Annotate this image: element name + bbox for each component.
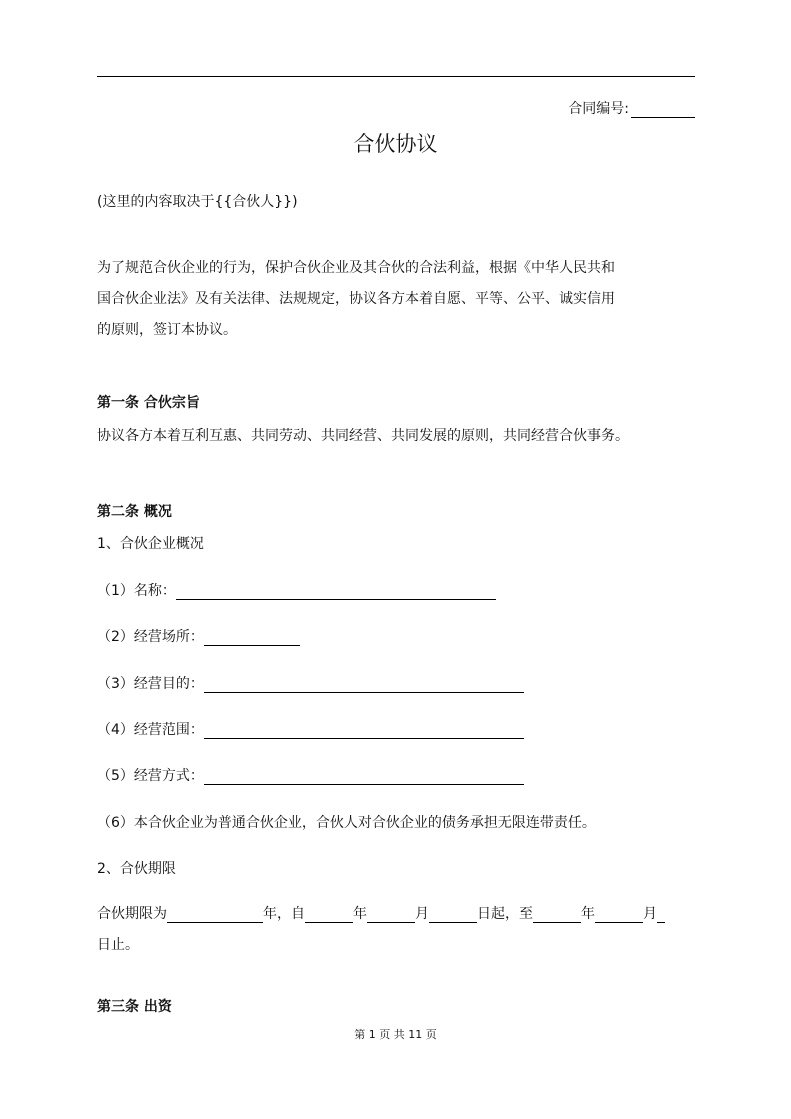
item-scope: [97, 719, 524, 739]
contract-number-blank[interactable]: [631, 103, 695, 118]
intro-line: 的原则，签订本协议。: [97, 322, 237, 338]
article-3-heading: 第三条 出资: [97, 999, 172, 1015]
name-blank[interactable]: [176, 584, 496, 600]
location-blank[interactable]: [204, 630, 300, 646]
term-text: 合伙期限为: [97, 906, 167, 922]
end-day-blank[interactable]: [657, 907, 665, 923]
method-blank[interactable]: [204, 769, 524, 785]
term-years-blank[interactable]: [167, 907, 263, 923]
purpose-blank[interactable]: [204, 677, 524, 693]
term-end: 日止。: [97, 937, 139, 953]
term-text: 年，自: [263, 906, 305, 922]
item-name: [97, 580, 496, 600]
intro-paragraph: [97, 253, 615, 346]
item-label: （1）名称：: [97, 583, 176, 599]
end-month-blank[interactable]: [595, 907, 643, 923]
section-enterprise-overview: 1、合伙企业概况: [97, 536, 204, 552]
header-rule: [97, 76, 695, 77]
start-month-blank[interactable]: [367, 907, 415, 923]
start-day-blank[interactable]: [429, 907, 477, 923]
item-liability: （6）本合伙企业为普通合伙企业，合伙人对合伙企业的债务承担无限连带责任。: [97, 815, 596, 831]
item-label: （5）经营方式：: [97, 768, 204, 784]
end-year-blank[interactable]: [533, 907, 581, 923]
term-text: 年: [581, 906, 595, 922]
term-text: 月: [643, 906, 657, 922]
term-text: 年: [353, 906, 367, 922]
term-text: 日起，至: [477, 906, 533, 922]
term-text: 月: [415, 906, 429, 922]
document-title: 合伙协议: [353, 132, 438, 156]
article-1-heading: 第一条 合伙宗旨: [97, 395, 200, 411]
contract-number-label: 合同编号:: [568, 101, 629, 117]
item-method: [97, 765, 524, 785]
start-year-blank[interactable]: [305, 907, 353, 923]
item-location: [97, 626, 300, 646]
item-label: （2）经营场所：: [97, 629, 204, 645]
article-2-heading: 第二条 概况: [97, 504, 172, 520]
item-label: （3）经营目的：: [97, 676, 204, 692]
intro-line: 为了规范合伙企业的行为，保护合伙企业及其合伙的合法利益，根据《中华人民共和: [97, 260, 615, 276]
scope-blank[interactable]: [204, 723, 524, 739]
term-line: [97, 903, 665, 923]
section-partnership-term: 2、合伙期限: [97, 861, 176, 877]
intro-line: 国合伙企业法》及有关法律、法规规定，协议各方本着自愿、平等、公平、诚实信用: [97, 291, 615, 307]
template-note: (这里的内容取决于{{合伙人}}): [97, 194, 298, 210]
contract-number: [568, 98, 695, 118]
item-label: （4）经营范围：: [97, 722, 204, 738]
page-footer: 第 1 页 共 11 页: [354, 1028, 437, 1041]
article-1-body: 协议各方本着互利互惠、共同劳动、共同经营、共同发展的原则，共同经营合伙事务。: [97, 428, 629, 444]
item-purpose: [97, 673, 524, 693]
